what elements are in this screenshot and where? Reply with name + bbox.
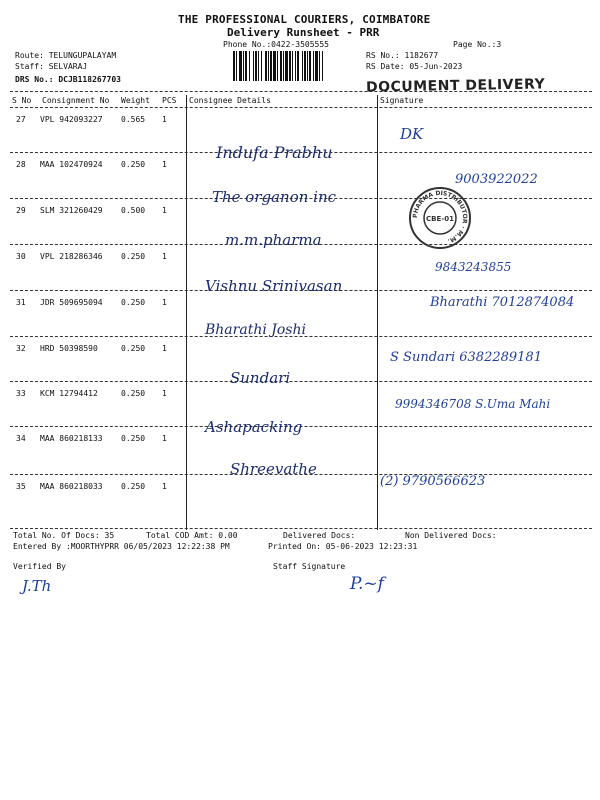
barcode-bar bbox=[253, 51, 254, 81]
col-consignment: Consignment No bbox=[42, 96, 110, 105]
row-consignment: MAA 860218133 bbox=[40, 434, 103, 443]
row-sno: 34 bbox=[16, 434, 26, 443]
row-pcs: 1 bbox=[162, 298, 167, 307]
signature-handwriting: 9843243855 bbox=[435, 260, 512, 274]
table-bottom-rule bbox=[10, 528, 592, 529]
barcode-bar bbox=[239, 51, 242, 81]
row-sno: 35 bbox=[16, 482, 26, 491]
non-delivered-docs: Non Delivered Docs: bbox=[405, 531, 497, 540]
company-name: THE PROFESSIONAL COURIERS, COIMBATORE bbox=[178, 13, 431, 26]
barcode-bar bbox=[280, 51, 282, 81]
entered-by: Entered By :MOORTHYPRR 06/05/2023 12:22:38 PM bbox=[13, 542, 230, 551]
route-label: Route: TELUNGUPALAYAM bbox=[15, 51, 117, 60]
consignee-handwriting: Ashapacking bbox=[205, 418, 303, 436]
barcode-bar bbox=[258, 51, 259, 81]
signature-column-line bbox=[377, 95, 378, 530]
barcode-bar bbox=[292, 51, 293, 81]
row-pcs: 1 bbox=[162, 434, 167, 443]
total-cod: Total COD Amt: 0.00 bbox=[146, 531, 238, 540]
row-consignment: SLM 321260429 bbox=[40, 206, 103, 215]
barcode-bar bbox=[295, 51, 296, 81]
barcode-bar bbox=[302, 51, 303, 81]
phone-number: Phone No.:0422-3505555 bbox=[223, 40, 329, 49]
table-top-rule bbox=[10, 91, 592, 92]
barcode-bar bbox=[255, 51, 257, 81]
consignee-handwriting: Vishnu Srinivasan bbox=[205, 277, 343, 295]
consignee-handwriting: Sundari bbox=[230, 369, 291, 387]
verified-signature: J.Th bbox=[22, 577, 52, 595]
barcode-bar bbox=[273, 51, 276, 81]
signature-handwriting: (2) 9790566623 bbox=[380, 474, 486, 489]
drs-number: DRS No.: DCJB118267703 bbox=[15, 75, 121, 84]
barcode-bar bbox=[236, 51, 237, 81]
consignee-handwriting: Indufa Prabhu bbox=[216, 143, 333, 162]
row-sno: 27 bbox=[16, 115, 26, 124]
barcode-bar bbox=[268, 51, 269, 81]
row-consignment: MAA 860218033 bbox=[40, 482, 103, 491]
barcode-bar bbox=[243, 51, 244, 81]
consignee-handwriting: Bharathi Joshi bbox=[205, 322, 306, 338]
delivered-docs: Delivered Docs: bbox=[283, 531, 356, 540]
barcode-bar bbox=[270, 51, 272, 81]
row-sno: 28 bbox=[16, 160, 26, 169]
rs-date: RS Date: 05-Jun-2023 bbox=[366, 62, 463, 71]
barcode-bar bbox=[319, 51, 320, 81]
row-pcs: 1 bbox=[162, 482, 167, 491]
row-consignment: KCM 12794412 bbox=[40, 389, 98, 398]
barcode-bar bbox=[297, 51, 299, 81]
pharma-seal-stamp bbox=[408, 186, 472, 250]
total-docs: Total No. Of Docs: 35 bbox=[13, 531, 115, 540]
row-pcs: 1 bbox=[162, 206, 167, 215]
row-sno: 32 bbox=[16, 344, 26, 353]
page-number: Page No.:3 bbox=[453, 40, 502, 49]
row-pcs: 1 bbox=[162, 344, 167, 353]
signature-handwriting: 9994346708 S.Uma Mahi bbox=[395, 397, 551, 411]
row-separator bbox=[10, 381, 592, 382]
row-weight: 0.250 bbox=[121, 482, 146, 491]
signature-handwriting: 9003922022 bbox=[455, 172, 538, 187]
row-sno: 33 bbox=[16, 389, 26, 398]
row-weight: 0.250 bbox=[121, 252, 146, 261]
consignee-handwriting: m.m.pharma bbox=[225, 231, 322, 249]
barcode-bar bbox=[313, 51, 314, 81]
seal-ring-text: PHARMA DISTRIBUTOR · M.M. bbox=[411, 189, 469, 245]
barcode-bar bbox=[233, 51, 235, 81]
signature-handwriting: DK bbox=[400, 125, 424, 143]
row-consignment: HRD 50398590 bbox=[40, 344, 98, 353]
col-weight: Weight bbox=[121, 96, 150, 105]
document-delivery-stamp: DOCUMENT DELIVERY bbox=[365, 76, 546, 96]
barcode-bar bbox=[249, 51, 250, 81]
row-weight: 0.250 bbox=[121, 434, 146, 443]
row-sno: 30 bbox=[16, 252, 26, 261]
barcode-bar bbox=[322, 51, 323, 81]
row-weight: 0.250 bbox=[121, 298, 146, 307]
barcode-bar bbox=[304, 51, 306, 81]
header-bottom-rule bbox=[10, 107, 592, 108]
barcode-bar bbox=[245, 51, 247, 81]
verified-by-label: Verified By bbox=[13, 562, 66, 571]
row-sno: 29 bbox=[16, 206, 26, 215]
row-consignment: VPL 942093227 bbox=[40, 115, 103, 124]
row-consignment: MAA 102470924 bbox=[40, 160, 103, 169]
col-consignee: Consignee Details bbox=[189, 96, 271, 105]
row-pcs: 1 bbox=[162, 115, 167, 124]
col-sno: S No bbox=[12, 96, 32, 105]
staff-signature: P.~f bbox=[350, 574, 384, 594]
row-pcs: 1 bbox=[162, 252, 167, 261]
barcode-bar bbox=[285, 51, 288, 81]
barcode-bar bbox=[309, 51, 311, 81]
signature-handwriting: Bharathi 7012874084 bbox=[430, 295, 575, 310]
col-signature: Signature bbox=[380, 96, 424, 105]
row-weight: 0.250 bbox=[121, 344, 146, 353]
barcode-bar bbox=[283, 51, 284, 81]
staff-signature-label: Staff Signature bbox=[273, 562, 346, 571]
consignee-handwriting: The organon inc bbox=[212, 188, 337, 206]
row-weight: 0.565 bbox=[121, 115, 146, 124]
consignee-column-line bbox=[186, 95, 187, 530]
barcode bbox=[233, 51, 361, 81]
row-weight: 0.250 bbox=[121, 160, 146, 169]
consignee-handwriting: Shreevathe bbox=[230, 460, 317, 478]
printed-on: Printed On: 05-06-2023 12:23:31 bbox=[268, 542, 418, 551]
barcode-bar bbox=[315, 51, 318, 81]
row-consignment: VPL 218286346 bbox=[40, 252, 103, 261]
seal-code: CBE-01 bbox=[426, 215, 454, 223]
staff-label: Staff: SELVARAJ bbox=[15, 62, 88, 71]
sheet-title: Delivery Runsheet - PRR bbox=[227, 26, 380, 39]
row-weight: 0.250 bbox=[121, 389, 146, 398]
signature-handwriting: S Sundari 6382289181 bbox=[390, 350, 542, 365]
row-pcs: 1 bbox=[162, 389, 167, 398]
barcode-bar bbox=[307, 51, 308, 81]
barcode-bar bbox=[277, 51, 278, 81]
row-sno: 31 bbox=[16, 298, 26, 307]
row-consignment: JDR 509695094 bbox=[40, 298, 103, 307]
rs-number: RS No.: 1182677 bbox=[366, 51, 439, 60]
barcode-bar bbox=[265, 51, 267, 81]
barcode-bar bbox=[289, 51, 291, 81]
col-pcs: PCS bbox=[162, 96, 177, 105]
barcode-bar bbox=[261, 51, 262, 81]
row-pcs: 1 bbox=[162, 160, 167, 169]
row-weight: 0.500 bbox=[121, 206, 146, 215]
